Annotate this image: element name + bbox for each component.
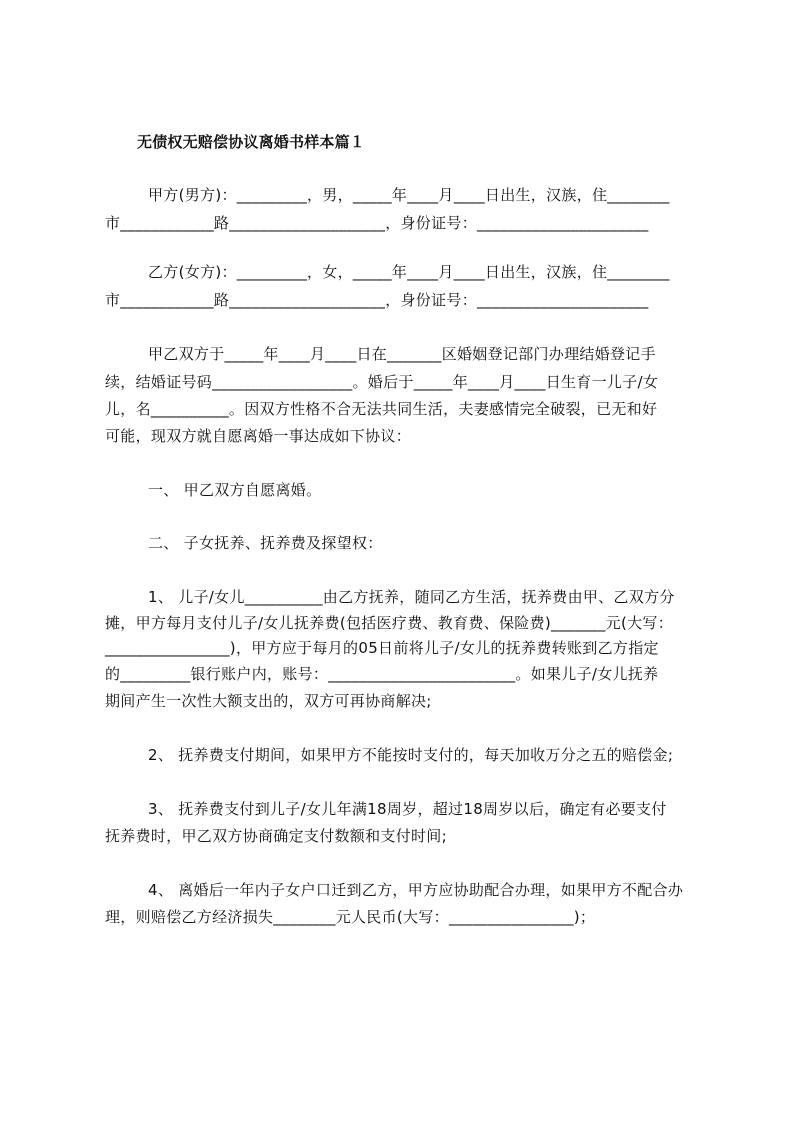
intro-line-2: 续，结婚证号码__________________。婚后于_____年____月____日生育一儿子/女 (105, 373, 659, 391)
clause-2: 二、 子女抚养、抚养费及探望权： (148, 534, 383, 552)
party-b-line-1: 乙方(女方)：_________，女，_____年____月____日出生，汉族，住________ (148, 263, 670, 281)
item-4-line-2: 理，则赔偿乙方经济损失________元人民币(大写：________________)； (105, 908, 596, 926)
item-1-line-3: ________________)，甲方应于每月的05日前将儿子/女儿的抚养费转账到乙方指定 (105, 639, 659, 657)
item-3-line-2: 抚养费时，甲乙双方协商确定支付数额和支付时间; (105, 827, 447, 845)
item-1-line-5: 期间产生一次性大额支出的，双方可再协商解决; (105, 692, 432, 710)
item-1-line-1: 1、 儿子/女儿__________由乙方抚养，随同乙方生活，抚养费由甲、乙双方分 (148, 588, 675, 606)
item-2: 2、 抚养费支付期间，如果甲方不能按时支付的，每天加收万分之五的赔偿金; (148, 746, 674, 764)
intro-line-4: 可能，现双方就自愿离婚一事达成如下协议： (105, 427, 412, 445)
item-3-line-1: 3、 抚养费支付到儿子/女儿年满18周岁，超过18周岁以后，确定有必要支付 (148, 800, 667, 818)
party-a-line-1: 甲方(男方)：_________，男，_____年____月____日出生，汉族，住________ (148, 186, 670, 204)
intro-line-1: 甲乙双方于_____年____月____日在_______区婚姻登记部门办理结婚登记手 (148, 345, 656, 363)
item-4-line-1: 4、 离婚后一年内子女户口迁到乙方，甲方应协助配合办理，如果甲方不配合办 (148, 881, 684, 899)
party-a-line-2: 市____________路____________________，身份证号：______________________ (105, 214, 649, 232)
item-1-line-4: 的_________银行账户内，账号：________________________。如果儿子/女儿抚养 (105, 665, 659, 683)
item-1-line-2: 摊，甲方每月支付儿子/女儿抚养费(包括医疗费、教育费、保险费)_______元(大写： (105, 614, 674, 632)
intro-line-3: 儿，名__________。因双方性格不合无法共同生活，夫妻感情完全破裂，已无和好 (105, 400, 658, 418)
clause-1: 一、 甲乙双方自愿离婚。 (148, 481, 322, 499)
party-b-line-2: 市____________路____________________，身份证号：______________________ (105, 291, 649, 309)
document-title: 无债权无赔偿协议离婚书样本篇１ (137, 133, 366, 151)
